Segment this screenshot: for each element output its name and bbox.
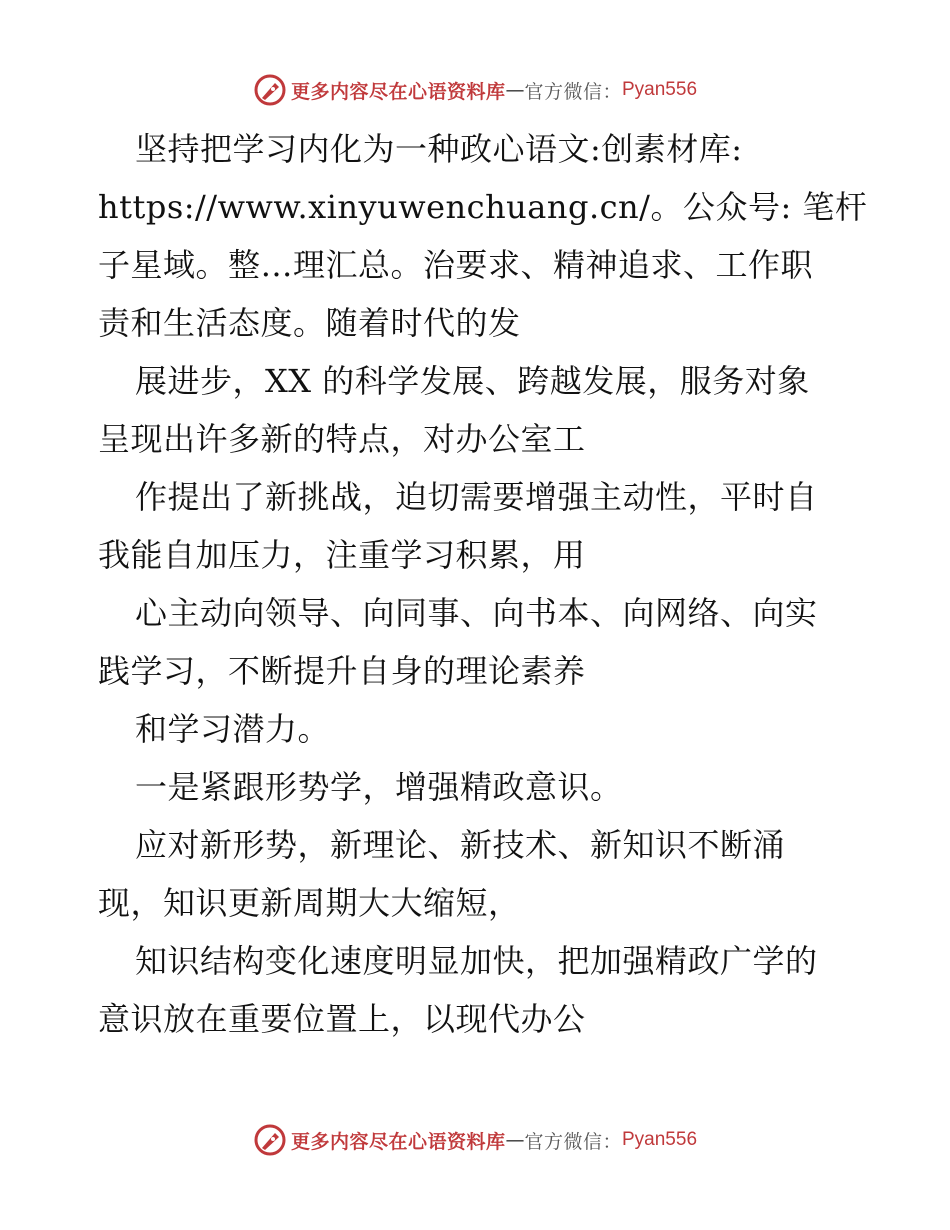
body-line: 一是紧跟形势学，增强精政意识。 [135,768,623,806]
header-wechat-id: Pyan556 [622,79,698,100]
header-wechat-label: 官方微信： [524,80,622,103]
body-line: 知识结构变化速度明显加快，把加强精政广学的 [135,942,818,980]
body-line: 展进步，XX 的科学发展、跨越发展，服务对象 [135,362,810,400]
body-line: 意识放在重要位置上，以现代办公 [98,1000,586,1038]
body-line: 践学习，不断提升自身的理论素养 [98,652,586,690]
body-line: 责和生活态度。随着时代的发 [98,304,521,342]
header-site-text: 更多内容尽在心语资料库 [290,80,506,103]
pen-logo-icon [253,1123,287,1157]
footer-separator: — [505,1129,525,1151]
body-line: 子星域。整…理汇总。治要求、精神追求、工作职 [98,246,814,284]
footer-site-text: 更多内容尽在心语资料库 [290,1130,506,1153]
footer-wechat-id: Pyan556 [622,1129,698,1150]
body-line: 呈现出许多新的特点，对办公室工 [98,420,586,458]
body-line: 我能自加压力，注重学习积累，用 [98,536,586,574]
document-body [98,120,868,1048]
header-banner [0,70,950,110]
body-line: 心主动向领导、向同事、向书本、向网络、向实 [135,594,818,632]
body-line: 坚持把学习内化为一种政心语文:创素材库: [135,130,743,168]
body-line: 作提出了新挑战，迫切需要增强主动性，平时自 [135,478,818,516]
body-line: 现，知识更新周期大大缩短， [98,884,521,922]
footer-banner [0,1120,950,1160]
footer-wechat-label: 官方微信： [524,1130,622,1153]
body-line: https://www.xinyuwenchuang.cn/。公众号: 笔杆 [98,188,868,226]
body-line: 应对新形势，新理论、新技术、新知识不断涌 [135,826,786,864]
pen-logo-icon [253,73,287,107]
body-line: 和学习潜力。 [135,710,331,748]
header-separator: — [505,79,525,101]
